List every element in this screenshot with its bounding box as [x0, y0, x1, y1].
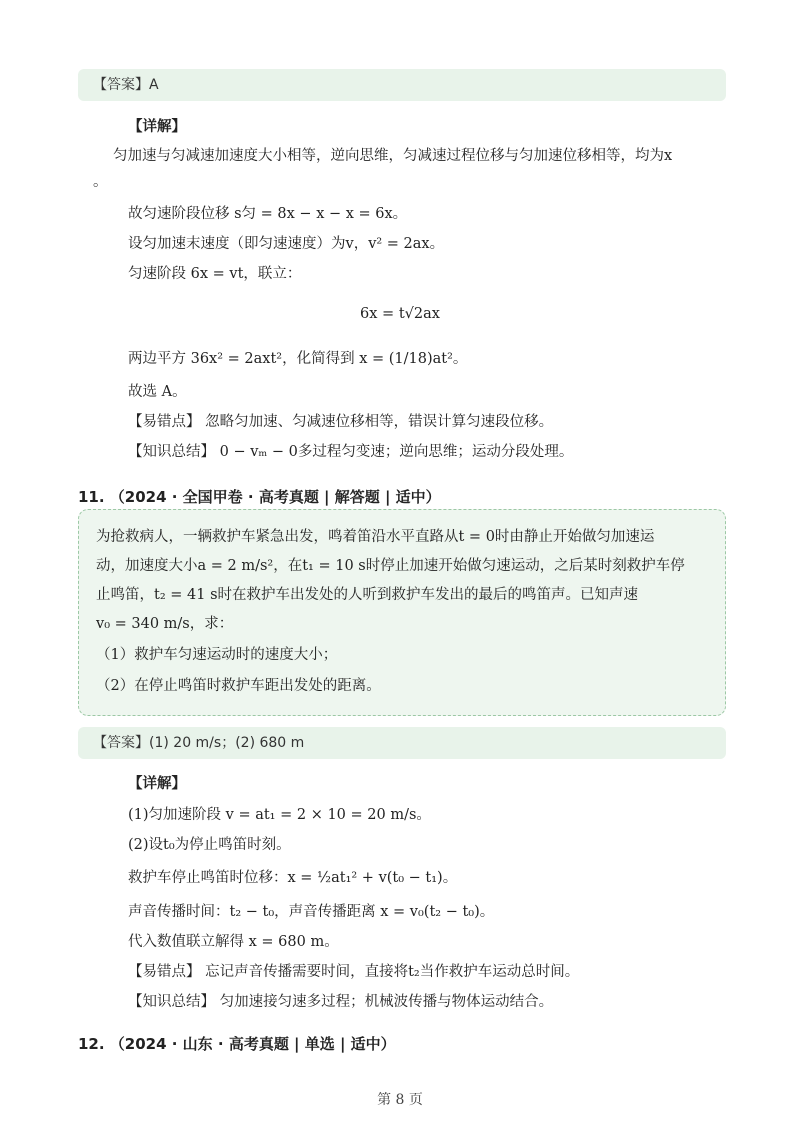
question-heading: 12. （2024 · 山东 · 高考真题 | 单选 | 适中）	[78, 1035, 396, 1053]
answer-label: 【答案】A	[93, 77, 159, 93]
solution-line: (2)设t₀为停止鸣笛时刻。	[128, 837, 291, 853]
question-heading: 11. （2024 · 全国甲卷 · 高考真题 | 解答题 | 适中）	[78, 488, 441, 506]
solution-line: 故选 A。	[128, 384, 187, 400]
answer-label: 【答案】(1) 20 m/s；(2) 680 m	[93, 735, 305, 751]
question-line: v₀ = 340 m/s，求：	[96, 616, 234, 632]
question-line: 动，加速度大小a = 2 m/s²，在t₁ = 10 s时停止加速开始做匀速运动，之后某时刻救护车停	[96, 558, 685, 574]
question-line: （2）在停止鸣笛时救护车距出发处的距离。	[96, 678, 381, 694]
question-line: （1）救护车匀速运动时的速度大小；	[96, 647, 338, 663]
question-line: 为抢救病人，一辆救护车紧急出发，鸣着笛沿水平直路从t = 0时由静止开始做匀加速运	[96, 529, 655, 545]
mistake-note: 【易错点】 忽略匀加速、匀减速位移相等，错误计算匀速段位移。	[128, 414, 554, 430]
solution-line: 救护车停止鸣笛时位移：x = ½at₁² + v(t₀ − t₁)。	[128, 870, 458, 886]
question-line: 止鸣笛，t₂ = 41 s时在救护车出发处的人听到救护车发出的最后的鸣笛声。已知声速	[96, 587, 639, 603]
answer-bar	[78, 69, 726, 101]
page-number: 第 8 页	[377, 1092, 423, 1108]
detail-title: 【详解】	[128, 118, 186, 135]
mistake-note: 【易错点】 忘记声音传播需要时间，直接将t₂当作救护车运动总时间。	[128, 964, 580, 980]
detail-title: 【详解】	[128, 775, 186, 792]
formula-display: 6x = t√2ax	[360, 306, 440, 322]
solution-line: 声音传播时间：t₂ − t₀，声音传播距离 x = v₀(t₂ − t₀)。	[128, 904, 495, 920]
solution-line: 。	[93, 174, 108, 190]
solution-line: 故匀速阶段位移 s匀 = 8x − x − x = 6x。	[128, 206, 408, 222]
solution-line: (1)匀加速阶段 v = at₁ = 2 × 10 = 20 m/s。	[128, 807, 431, 823]
solution-line: 设匀加速末速度（即匀速速度）为v，v² = 2ax。	[128, 236, 445, 252]
solution-line: 匀速阶段 6x = vt，联立：	[128, 266, 302, 282]
summary-note: 【知识总结】 0 − vₘ − 0多过程匀变速；逆向思维；运动分段处理。	[128, 444, 574, 460]
summary-note: 【知识总结】 匀加速接匀速多过程；机械波传播与物体运动结合。	[128, 994, 554, 1010]
solution-line: 匀加速与匀减速加速度大小相等，逆向思维，匀减速过程位移与匀加速位移相等，均为x	[113, 148, 673, 164]
solution-line: 代入数值联立解得 x = 680 m。	[128, 934, 339, 950]
solution-line: 两边平方 36x² = 2axt²，化简得到 x = (1/18)at²。	[128, 351, 468, 367]
